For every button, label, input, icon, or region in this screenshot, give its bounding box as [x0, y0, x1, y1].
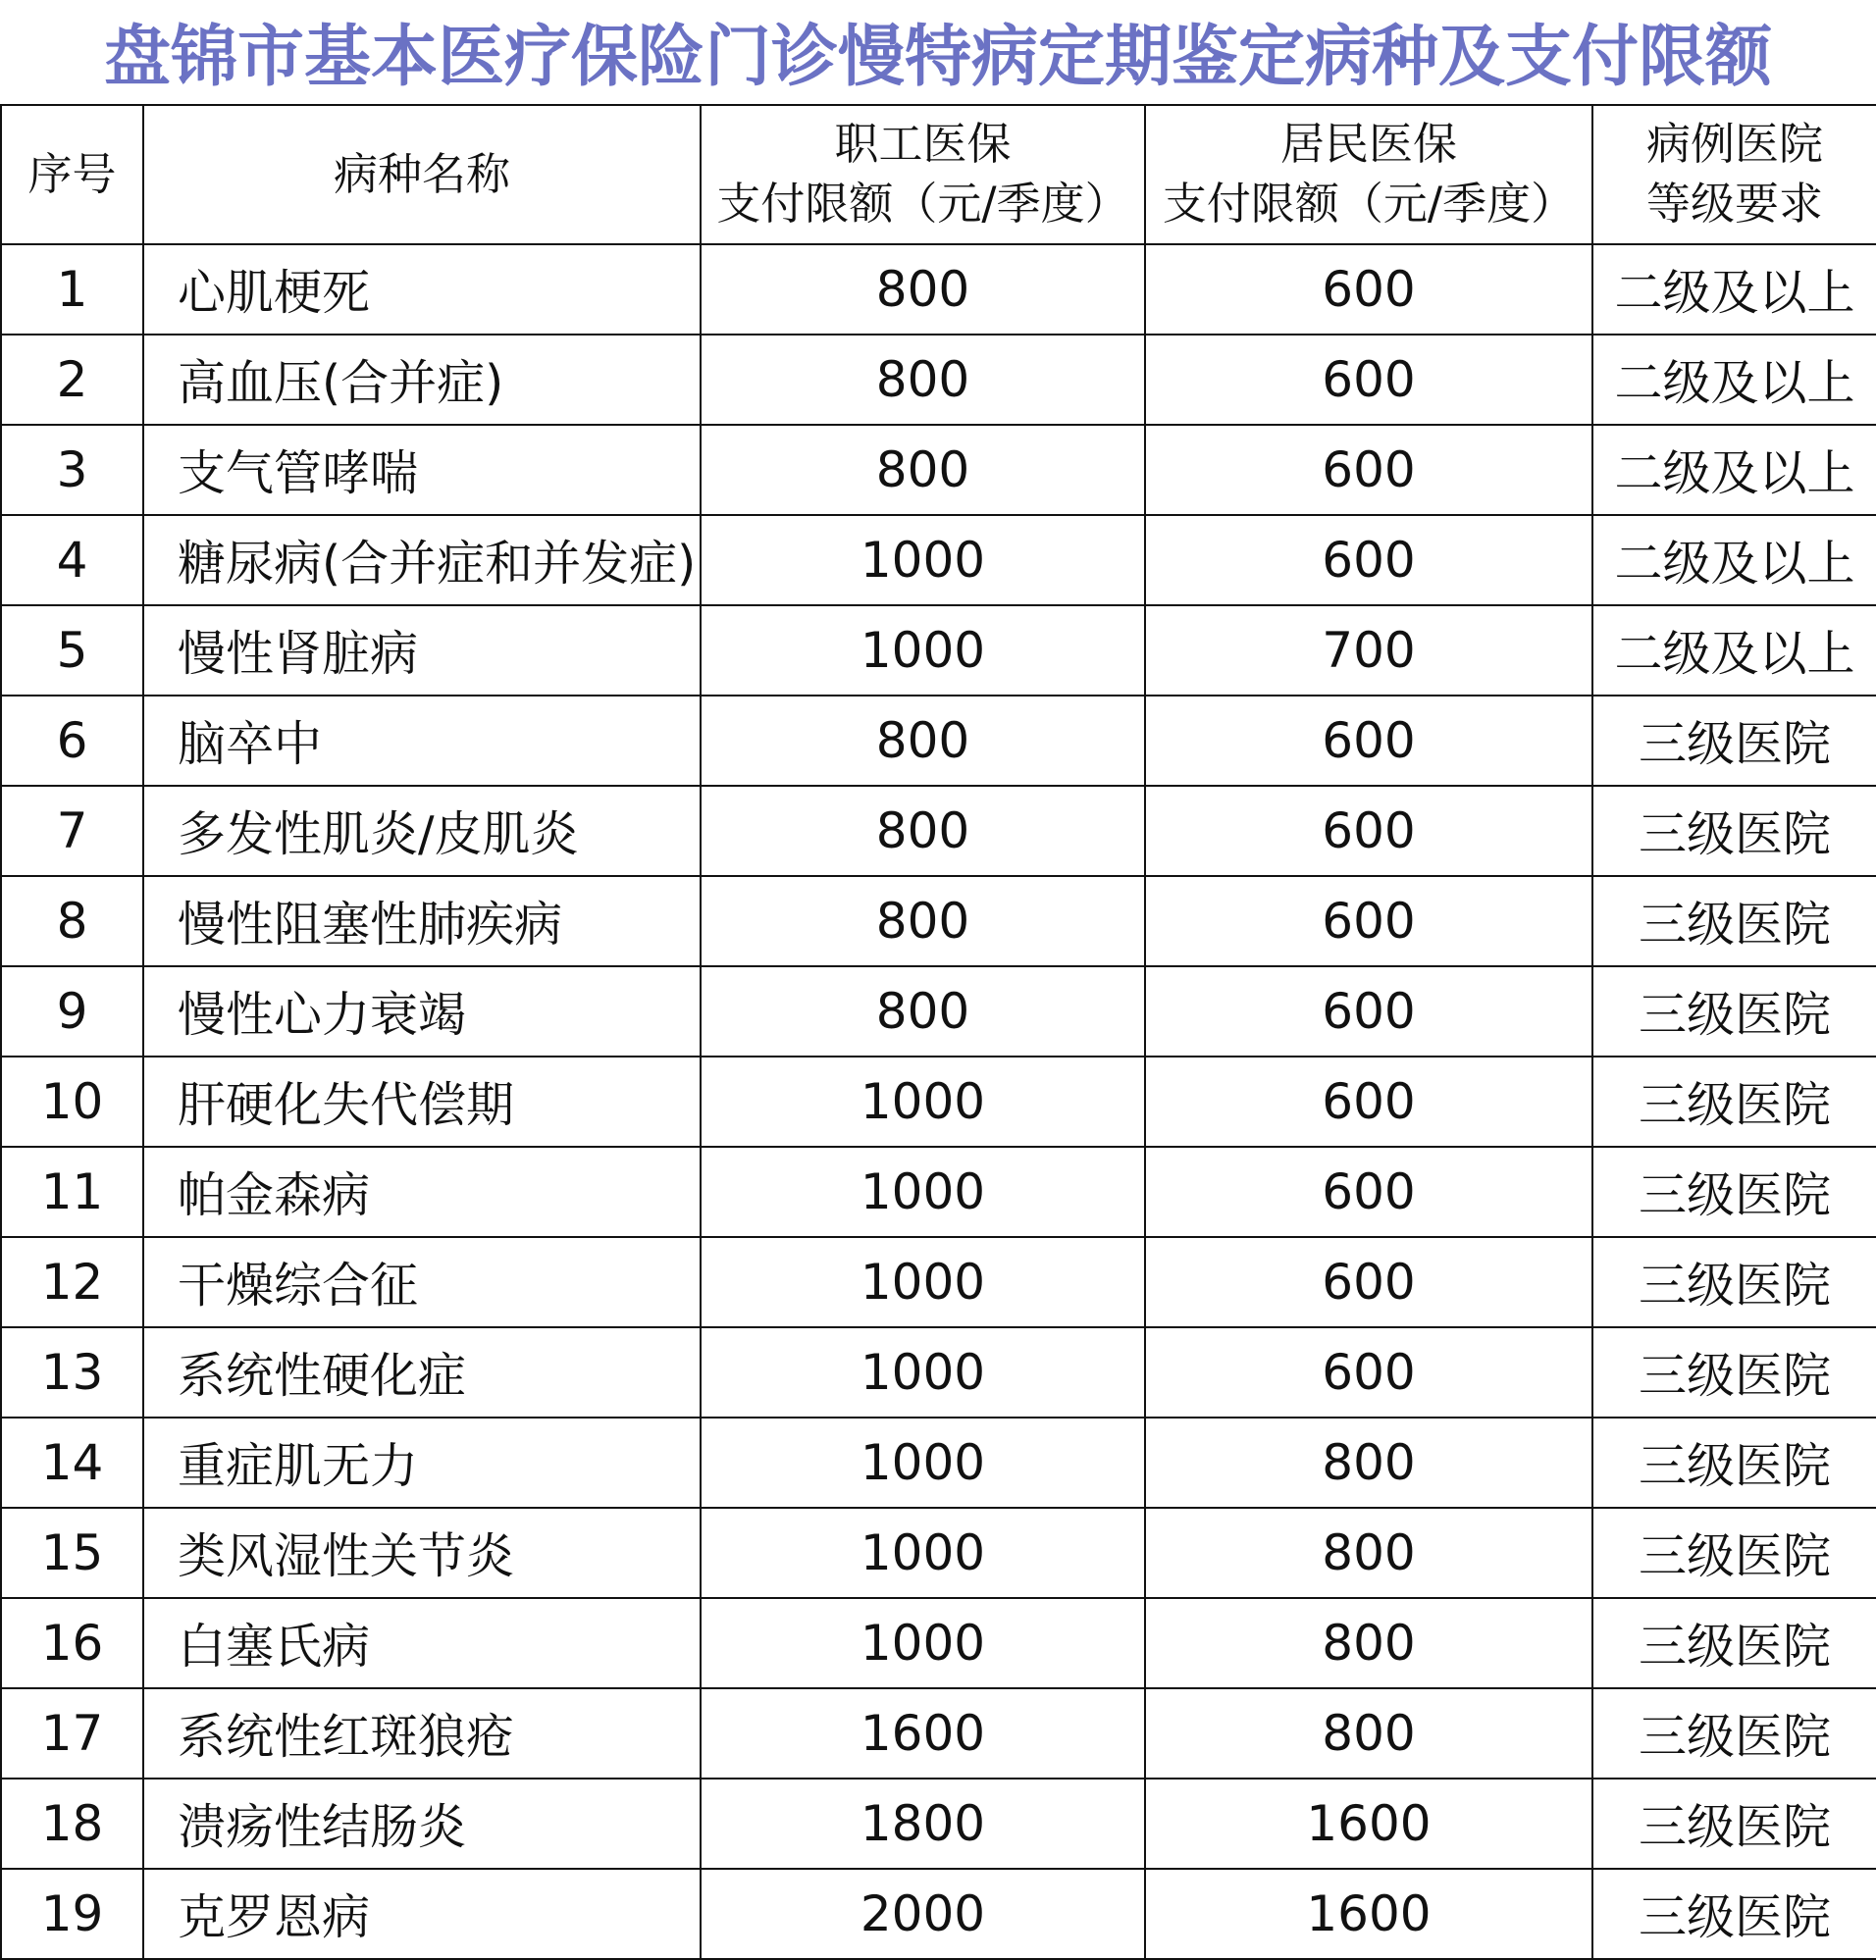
cell-disease: 慢性肾脏病 [143, 605, 701, 696]
cell-hospital-level: 三级医院 [1592, 696, 1876, 786]
cell-resident-limit: 600 [1145, 1057, 1592, 1147]
cell-disease: 系统性硬化症 [143, 1327, 701, 1418]
cell-employee-limit: 1000 [701, 1147, 1145, 1237]
header-resident-limit [1145, 105, 1592, 244]
cell-resident-limit: 800 [1145, 1418, 1592, 1508]
cell-index: 7 [1, 786, 143, 876]
cell-index: 19 [1, 1869, 143, 1959]
cell-disease: 类风湿性关节炎 [143, 1508, 701, 1598]
cell-disease: 慢性心力衰竭 [143, 966, 701, 1057]
table-row [1, 605, 1876, 696]
cell-employee-limit: 800 [701, 425, 1145, 515]
cell-employee-limit: 1000 [701, 1508, 1145, 1598]
cell-employee-limit: 800 [701, 696, 1145, 786]
cell-hospital-level: 三级医院 [1592, 966, 1876, 1057]
cell-employee-limit: 1000 [701, 1598, 1145, 1688]
cell-resident-limit: 600 [1145, 1147, 1592, 1237]
cell-hospital-level: 三级医院 [1592, 1418, 1876, 1508]
cell-index: 13 [1, 1327, 143, 1418]
header-hospital-level [1592, 105, 1876, 244]
table-row [1, 515, 1876, 605]
cell-disease: 高血压(合并症) [143, 335, 701, 425]
page-title: 盘锦市基本医疗保险门诊慢特病定期鉴定病种及支付限额 [103, 18, 1772, 96]
cell-hospital-level: 二级及以上 [1592, 244, 1876, 335]
cell-index: 12 [1, 1237, 143, 1327]
cell-hospital-level: 三级医院 [1592, 1598, 1876, 1688]
table-row [1, 1418, 1876, 1508]
cell-employee-limit: 1000 [701, 605, 1145, 696]
cell-resident-limit: 600 [1145, 1327, 1592, 1418]
cell-disease: 克罗恩病 [143, 1869, 701, 1959]
cell-resident-limit: 600 [1145, 1237, 1592, 1327]
cell-employee-limit: 1600 [701, 1688, 1145, 1779]
table-row [1, 335, 1876, 425]
header-index-label: 序号 [27, 147, 117, 200]
header-hospital-line2: 等级要求 [1645, 178, 1823, 230]
cell-disease: 帕金森病 [143, 1147, 701, 1237]
cell-index: 11 [1, 1147, 143, 1237]
table-body [1, 244, 1876, 1959]
cell-hospital-level: 二级及以上 [1592, 515, 1876, 605]
cell-hospital-level: 三级医院 [1592, 1508, 1876, 1598]
cell-employee-limit: 1000 [701, 1057, 1145, 1147]
cell-employee-limit: 800 [701, 876, 1145, 966]
cell-index: 10 [1, 1057, 143, 1147]
cell-disease: 肝硬化失代偿期 [143, 1057, 701, 1147]
table-row [1, 1508, 1876, 1598]
cell-resident-limit: 600 [1145, 696, 1592, 786]
cell-resident-limit: 600 [1145, 786, 1592, 876]
cell-employee-limit: 1000 [701, 1237, 1145, 1327]
table-row [1, 1779, 1876, 1869]
cell-resident-limit: 600 [1145, 966, 1592, 1057]
cell-employee-limit: 1000 [701, 1327, 1145, 1418]
table-row [1, 786, 1876, 876]
cell-resident-limit: 600 [1145, 244, 1592, 335]
cell-resident-limit: 600 [1145, 335, 1592, 425]
cell-hospital-level: 二级及以上 [1592, 335, 1876, 425]
cell-resident-limit: 800 [1145, 1508, 1592, 1598]
cell-index: 16 [1, 1598, 143, 1688]
table-row [1, 1688, 1876, 1779]
cell-hospital-level: 三级医院 [1592, 1327, 1876, 1418]
table-row [1, 1598, 1876, 1688]
header-index [1, 105, 143, 244]
cell-resident-limit: 1600 [1145, 1869, 1592, 1959]
table-row [1, 876, 1876, 966]
cell-employee-limit: 1800 [701, 1779, 1145, 1869]
cell-employee-limit: 2000 [701, 1869, 1145, 1959]
header-resident-line1: 居民医保 [1279, 118, 1457, 171]
cell-disease: 白塞氏病 [143, 1598, 701, 1688]
table-header [1, 105, 1876, 244]
disease-limit-table [0, 104, 1876, 1960]
cell-index: 9 [1, 966, 143, 1057]
cell-hospital-level: 三级医院 [1592, 876, 1876, 966]
cell-hospital-level: 二级及以上 [1592, 425, 1876, 515]
cell-index: 2 [1, 335, 143, 425]
cell-resident-limit: 700 [1145, 605, 1592, 696]
cell-disease: 慢性阻塞性肺疾病 [143, 876, 701, 966]
header-disease-label: 病种名称 [333, 147, 510, 200]
cell-disease: 脑卒中 [143, 696, 701, 786]
cell-resident-limit: 800 [1145, 1598, 1592, 1688]
table-row [1, 425, 1876, 515]
table-row [1, 244, 1876, 335]
cell-resident-limit: 600 [1145, 876, 1592, 966]
header-resident-line2: 支付限额（元/季度） [1162, 178, 1576, 230]
cell-hospital-level: 二级及以上 [1592, 605, 1876, 696]
cell-resident-limit: 1600 [1145, 1779, 1592, 1869]
cell-disease: 系统性红斑狼疮 [143, 1688, 701, 1779]
cell-employee-limit: 800 [701, 966, 1145, 1057]
cell-index: 5 [1, 605, 143, 696]
cell-employee-limit: 800 [701, 786, 1145, 876]
cell-employee-limit: 1000 [701, 515, 1145, 605]
table-row [1, 966, 1876, 1057]
cell-index: 6 [1, 696, 143, 786]
cell-hospital-level: 三级医院 [1592, 1147, 1876, 1237]
cell-disease: 支气管哮喘 [143, 425, 701, 515]
cell-hospital-level: 三级医院 [1592, 1688, 1876, 1779]
cell-hospital-level: 三级医院 [1592, 1869, 1876, 1959]
cell-index: 8 [1, 876, 143, 966]
cell-employee-limit: 800 [701, 244, 1145, 335]
table-row [1, 1237, 1876, 1327]
cell-index: 3 [1, 425, 143, 515]
header-disease [143, 105, 701, 244]
cell-index: 4 [1, 515, 143, 605]
header-row [1, 105, 1876, 244]
cell-disease: 多发性肌炎/皮肌炎 [143, 786, 701, 876]
table-row [1, 1057, 1876, 1147]
table-row [1, 696, 1876, 786]
cell-employee-limit: 800 [701, 335, 1145, 425]
cell-resident-limit: 600 [1145, 425, 1592, 515]
cell-index: 1 [1, 244, 143, 335]
header-employee-limit [701, 105, 1145, 244]
table-row [1, 1147, 1876, 1237]
table-row [1, 1869, 1876, 1959]
header-employee-line1: 职工医保 [834, 118, 1012, 171]
cell-index: 14 [1, 1418, 143, 1508]
cell-employee-limit: 1000 [701, 1418, 1145, 1508]
cell-index: 18 [1, 1779, 143, 1869]
cell-hospital-level: 三级医院 [1592, 1779, 1876, 1869]
cell-hospital-level: 三级医院 [1592, 786, 1876, 876]
cell-resident-limit: 600 [1145, 515, 1592, 605]
cell-disease: 心肌梗死 [143, 244, 701, 335]
cell-index: 17 [1, 1688, 143, 1779]
cell-disease: 溃疡性结肠炎 [143, 1779, 701, 1869]
cell-hospital-level: 三级医院 [1592, 1237, 1876, 1327]
cell-resident-limit: 800 [1145, 1688, 1592, 1779]
cell-disease: 糖尿病(合并症和并发症) [143, 515, 701, 605]
cell-disease: 重症肌无力 [143, 1418, 701, 1508]
cell-disease: 干燥综合征 [143, 1237, 701, 1327]
cell-hospital-level: 三级医院 [1592, 1057, 1876, 1147]
cell-index: 15 [1, 1508, 143, 1598]
header-hospital-line1: 病例医院 [1645, 118, 1823, 171]
table-row [1, 1327, 1876, 1418]
header-employee-line2: 支付限额（元/季度） [716, 178, 1129, 230]
